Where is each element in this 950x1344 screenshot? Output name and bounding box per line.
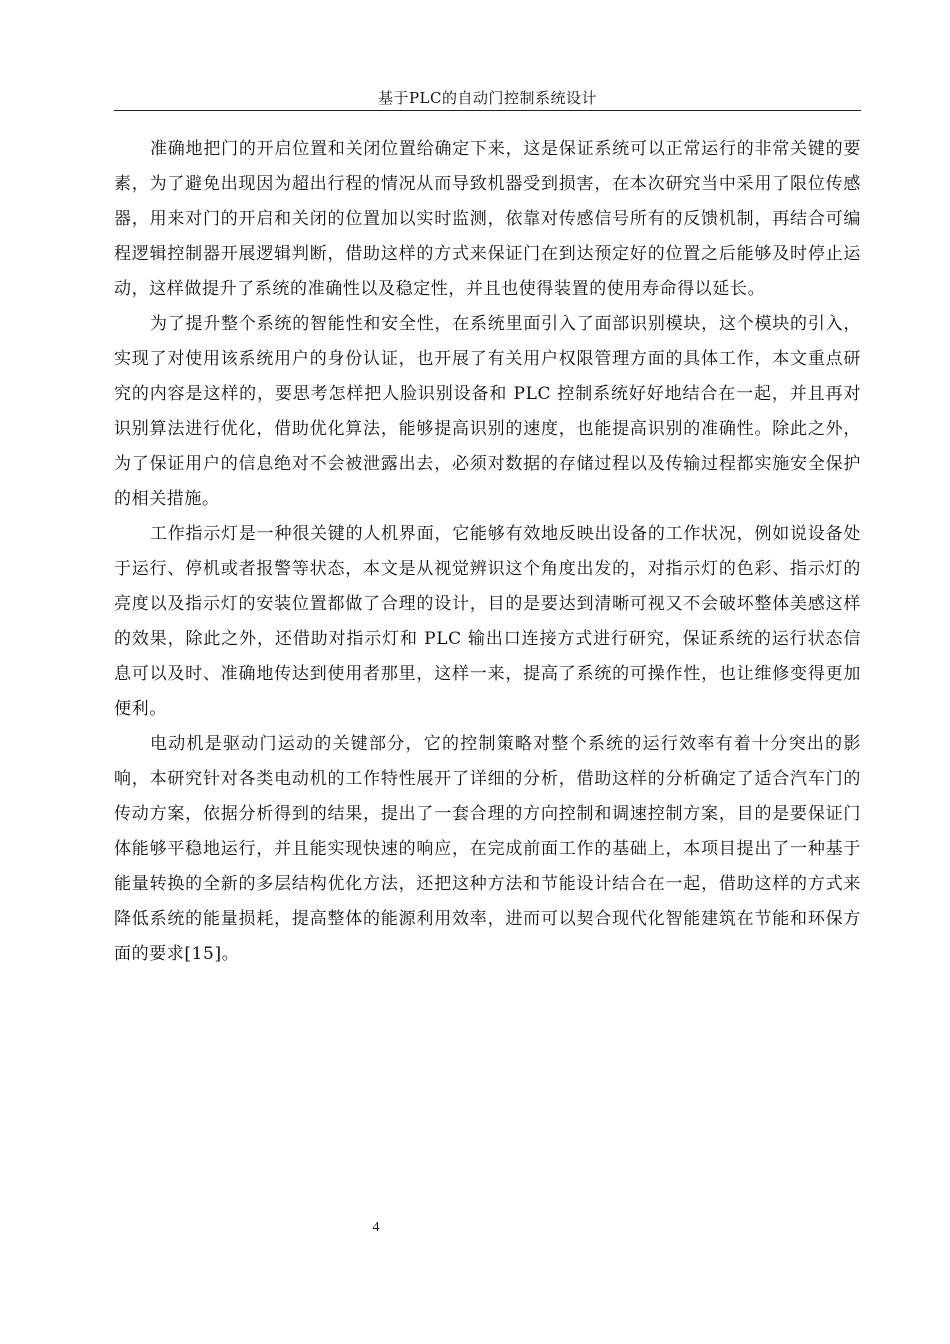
- header-rule: [114, 110, 861, 111]
- body-text: [114, 132, 861, 972]
- page-number: 4: [372, 1220, 380, 1235]
- paragraph-face-recognition: 为了提升整个系统的智能性和安全性，在系统里面引入了面部识别模块，这个模块的引入，实现了对使用该系统用户的身份认证，也开展了有关用户权限管理方面的具体工作，本文重点研究的内容是这样的，要思考怎样把人脸识别设备和 PLC 控制系统好好地结合在一起，并且再对识别算法进行优化，借助优化算法，能够提高识别的速度，也能提高识别的准确性。除此之外，为了保证用户的信息绝对不会被泄露出去，必须对数据的存储过程以及传输过程都实施安全保护的相关措施。: [114, 314, 861, 509]
- paragraph-indicator-light: 工作指示灯是一种很关键的人机界面，它能够有效地反映出设备的工作状况，例如说设备处于运行、停机或者报警等状态，本文是从视觉辨识这个角度出发的，对指示灯的色彩、指示灯的亮度以及指示灯的安装位置都做了合理的设计，目的是要达到清晰可视又不会破坏整体美感这样的效果，除此之外，还借助对指示灯和 PLC 输出口连接方式进行研究，保证系统的运行状态信息可以及时、准确地传达到使用者那里，这样一来，提高了系统的可操作性，也让维修变得更加便利。: [114, 524, 861, 719]
- running-header: 基于PLC的自动门控制系统设计: [377, 89, 598, 107]
- paragraph-limit-sensor: 准确地把门的开启位置和关闭位置给确定下来，这是保证系统可以正常运行的非常关键的要素，为了避免出现因为超出行程的情况从而导致机器受到损害，在本次研究当中采用了限位传感器，用来对门的开启和关闭的位置加以实时监测，依靠对传感信号所有的反馈机制，再结合可编程逻辑控制器开展逻辑判断，借助这样的方式来保证门在到达预定好的位置之后能够及时停止运动，这样做提升了系统的准确性以及稳定性，并且也使得装置的使用寿命得以延长。: [114, 139, 861, 299]
- paragraph-motor-control: 电动机是驱动门运动的关键部分，它的控制策略对整个系统的运行效率有着十分突出的影响，本研究针对各类电动机的工作特性展开了详细的分析，借助这样的分析确定了适合汽车门的传动方案，依据分析得到的结果，提出了一套合理的方向控制和调速控制方案，目的是要保证门体能够平稳地运行，并且能实现快速的响应，在完成前面工作的基础上，本项目提出了一种基于能量转换的全新的多层结构优化方法，还把这种方法和节能设计结合在一起，借助这样的方式来降低系统的能量损耗，提高整体的能源利用效率，进而可以契合现代化智能建筑在节能和环保方面的要求[15]。: [114, 734, 861, 964]
